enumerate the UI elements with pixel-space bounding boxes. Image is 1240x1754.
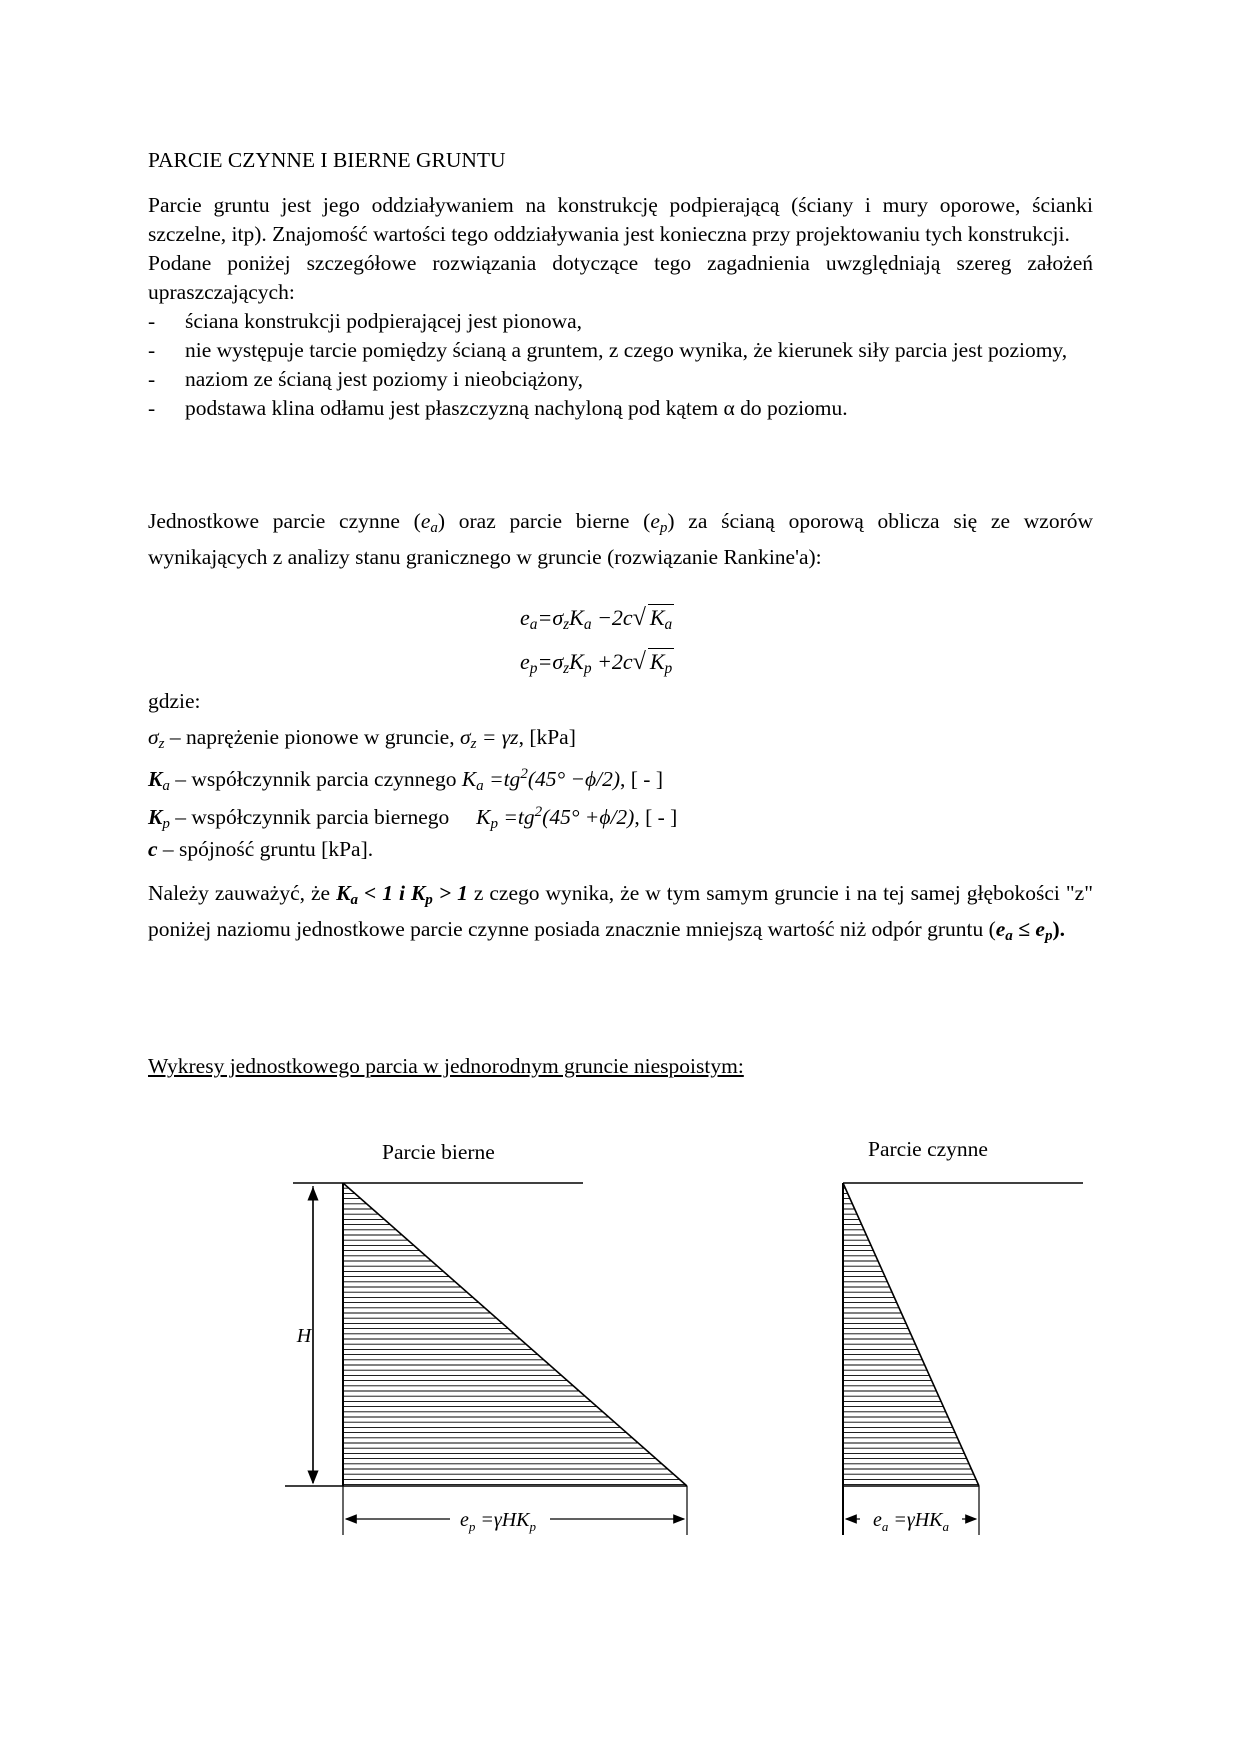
formula-passive-pressure: $e_p=\sigma_zK_p +2c√$ $K_p$: [520, 640, 674, 684]
definition-ka: $K_a$ – współczynnik parcia czynnego $K_a =tg^2(45^\circ -\phi/2)$, [ - ]: [148, 766, 663, 795]
list-item: - podstawa klina odłamu jest płaszczyzną nachyloną pod kątem α do poziomu.: [148, 394, 1093, 423]
passive-pressure-formula: $e_p =\gamma HK_p$: [459, 1509, 537, 1534]
intro-paragraph-2: Podane poniżej szczegółowe rozwiązania dotyczące tego zagadnienia uwzględniają szereg założeń upraszczających:: [148, 251, 1093, 304]
list-item: - nie występuje tarcie pomiędzy ścianą a gruntem, z czego wynika, że kierunek siły parcia jest poziomy,: [148, 336, 1093, 365]
active-pressure-formula: $e_a =\gamma HK_a$: [872, 1509, 950, 1534]
list-item: - ściana konstrukcji podpierającej jest pionowa,: [148, 307, 1093, 336]
passive-diagram-label: Parcie bierne: [382, 1140, 495, 1164]
note-paragraph: Należy zauważyć, że $K_a < 1$ i $K_p > 1$ z czego wynika, że w tym samym gruncie i na tej samej głębokości "z" poniżej naziomu jednostkowe parcie czynne posiada znacznie mniejszą wartość niż odpór gruntu $(e_a \le e_p)$.: [148, 881, 1093, 944]
pressure-diagonal: [343, 1183, 687, 1486]
definition-c: c – spójność gruntu [kPa].: [148, 837, 374, 861]
diagrams-heading: Wykresy jednostkowego parcia w jednorodnym gruncie niespoistym:: [148, 1054, 744, 1078]
active-diagram-label: Parcie czynne: [868, 1137, 988, 1161]
active-pressure-diagram: [843, 1183, 1083, 1535]
intro-paragraph-1: Parcie gruntu jest jego oddziaływaniem na konstrukcję podpierającą (ściany i mury oporowe, ścianki szczelne, itp). Znajomość wartości tego oddziaływania jest konieczna przy projektowaniu tych konstrukcji.: [148, 193, 1093, 246]
passive-pressure-diagram: [285, 1183, 690, 1535]
definition-sigma: $\sigma_z$ – naprężenie pionowe w gruncie, $\sigma_z = \gamma z$, [kPa]: [148, 725, 576, 752]
pressure-diagonal: [843, 1183, 979, 1486]
formula-active-pressure: $e_a=\sigma_zK_a -2c√$ $K_a$: [520, 596, 674, 640]
list-item: - naziom ze ścianą jest poziomy i nieobciążony,: [148, 365, 1093, 394]
definition-kp: $K_p$ – współczynnik parcia biernego $K_p =tg^2(45^\circ +\phi/2)$, [ - ]: [148, 804, 678, 833]
unit-pressure-paragraph: Jednostkowe parcie czynne $(e_a)$ oraz parcie bierne $(e_p)$ za ścianą oporową oblicza się ze wzorów wynikających z analizy stanu granicznego w gruncie (rozwiązanie Rankine'a):: [148, 509, 1093, 569]
page-title: PARCIE CZYNNE I BIERNE GRUNTU: [148, 148, 506, 172]
height-label: H: [296, 1325, 312, 1347]
where-label: gdzie:: [148, 689, 201, 713]
